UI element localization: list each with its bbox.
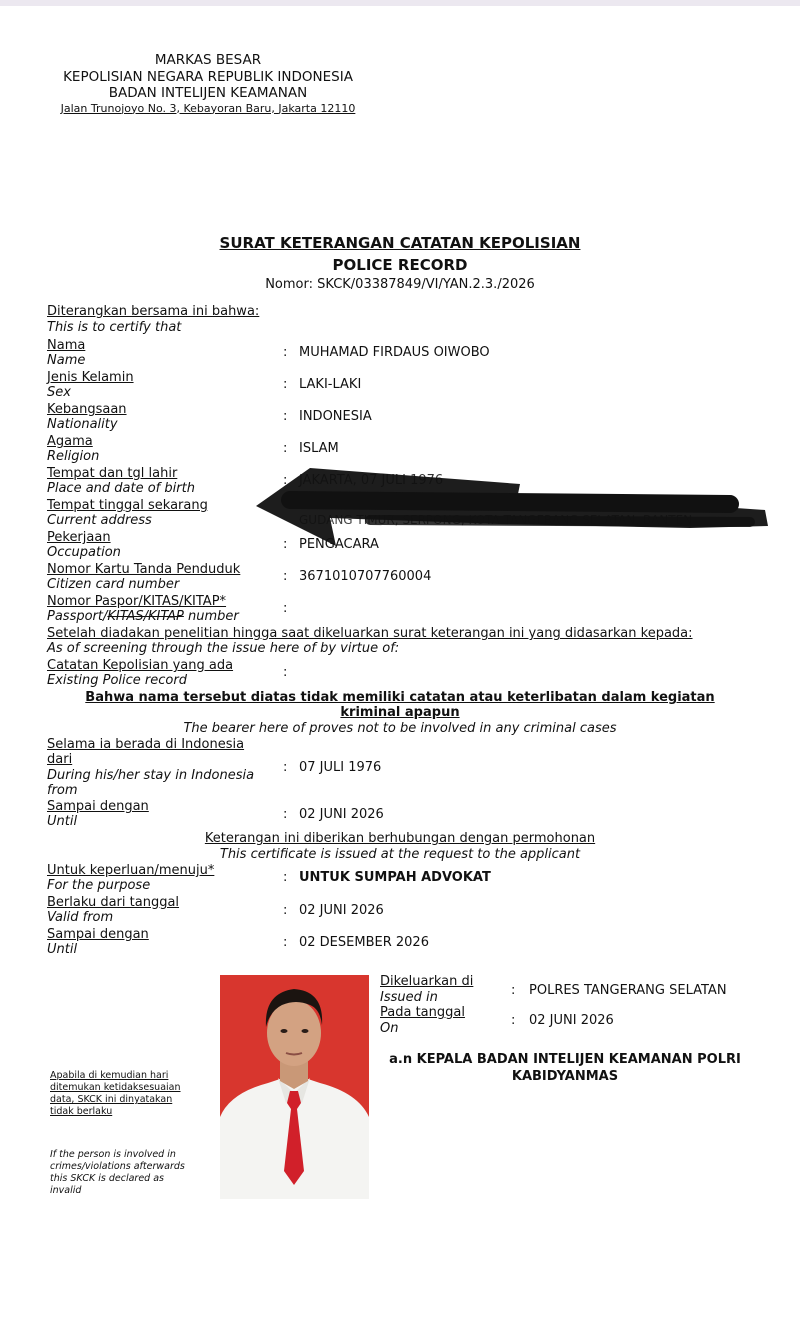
address-label-english: Current address <box>47 513 152 528</box>
passport-label-english-strike: KITAS/KITAP <box>107 609 184 624</box>
letterhead-line-2: KEPOLISIAN NEGARA REPUBLIK INDONESIA <box>63 68 353 85</box>
sex-colon: : <box>283 377 288 392</box>
occupation-value: PENGACARA <box>299 537 379 552</box>
valid-from-label: Berlaku dari tanggal <box>47 895 180 910</box>
stay-label-line-2: dari <box>47 752 73 767</box>
name-value: MUHAMAD FIRDAUS OIWOBO <box>299 345 490 360</box>
nik-label-english: Citizen card number <box>47 577 180 592</box>
nationality-label: Kebangsaan <box>47 402 127 417</box>
intro-label: Diterangkan bersama ini bahwa: <box>47 304 260 319</box>
issued-on-value: 02 JUNI 2026 <box>529 1013 614 1028</box>
purpose-colon: : <box>283 870 288 885</box>
document-number: Nomor: SKCK/03387849/VI/YAN.2.3./2026 <box>265 277 535 292</box>
valid-until-value: 02 DESEMBER 2026 <box>299 935 429 950</box>
purpose-label: Untuk keperluan/menuju* <box>47 863 215 878</box>
valid-until-colon: : <box>283 935 288 950</box>
invalid-notice-english: If the person is involved in crimes/violations afterwards this SKCK is declared as invalid <box>50 1149 185 1196</box>
nationality-value: INDONESIA <box>299 409 372 424</box>
stay-colon: : <box>283 760 288 775</box>
valid-until-label-english: Until <box>47 942 78 957</box>
valid-from-value: 02 JUNI 2026 <box>299 903 384 918</box>
record-colon: : <box>283 665 288 680</box>
record-label: Catatan Kepolisian yang ada <box>47 658 234 673</box>
stay-until-value: 02 JUNI 2026 <box>299 807 384 822</box>
invalid-notice: Apabila di kemudian hari ditemukan ketidaksesuaian data, SKCK ini dinyatakan tidak berlaku <box>50 1070 181 1117</box>
nik-label: Nomor Kartu Tanda Penduduk <box>47 562 241 577</box>
signatory-position: KABIDYANMAS <box>511 1069 619 1084</box>
top-bar <box>0 0 800 6</box>
signatory-title: a.n KEPALA BADAN INTELIJEN KEAMANAN POLRI <box>389 1052 741 1067</box>
stay-label-english-line-2: from <box>47 783 78 798</box>
statement-line-2: kriminal apapun <box>340 705 460 720</box>
nationality-label-english: Nationality <box>47 417 118 432</box>
issued-on-label: Pada tanggal <box>380 1005 465 1020</box>
letterhead-line-1: MARKAS BESAR <box>154 52 262 68</box>
occupation-label-english: Occupation <box>47 545 121 560</box>
sex-value: LAKI-LAKI <box>299 377 362 392</box>
name-colon: : <box>283 345 288 360</box>
occupation-colon: : <box>283 537 288 552</box>
religion-label-english: Religion <box>47 449 100 464</box>
letterhead <box>48 52 368 116</box>
stay-until-label-english: Until <box>47 814 78 829</box>
document-title-english: POLICE RECORD <box>332 256 468 274</box>
request-text-english: This certificate is issued at the request to the applicant <box>219 847 581 862</box>
issued-at-colon: : <box>511 983 516 998</box>
passport-colon: : <box>283 601 288 616</box>
sex-label-english: Sex <box>47 385 71 400</box>
purpose-value: UNTUK SUMPAH ADVOKAT <box>299 870 491 885</box>
statement-line-1: Bahwa nama tersebut diatas tidak memiliki catatan atau keterlibatan dalam kegiatan <box>85 690 715 705</box>
birth-label-english: Place and date of birth <box>47 481 195 496</box>
nationality-colon: : <box>283 409 288 424</box>
valid-from-colon: : <box>283 903 288 918</box>
applicant-photo <box>220 975 369 1199</box>
stay-until-label: Sampai dengan <box>47 799 149 814</box>
request-text: Keterangan ini diberikan berhubungan dengan permohonan <box>204 831 596 846</box>
purpose-label-english: For the purpose <box>47 878 151 893</box>
birth-colon: : <box>283 473 288 488</box>
name-label: Nama <box>47 338 86 353</box>
record-label-english: Existing Police record <box>47 673 187 688</box>
stay-from-value: 07 JULI 1976 <box>299 760 382 775</box>
nik-colon: : <box>283 569 288 584</box>
letterhead-address: Jalan Trunojoyo No. 3, Kebayoran Baru, Jakarta 12110 <box>60 101 356 115</box>
valid-until-label: Sampai dengan <box>47 927 149 942</box>
document-title: SURAT KETERANGAN CATATAN KEPOLISIAN <box>219 234 581 252</box>
religion-value: ISLAM <box>299 441 339 456</box>
name-label-english: Name <box>47 353 86 368</box>
passport-label-english-suffix: number <box>183 609 239 624</box>
nik-value: 3671010707760004 <box>299 569 432 584</box>
applicant-portrait <box>220 975 369 1199</box>
birth-label: Tempat dan tgl lahir <box>47 466 178 481</box>
religion-label: Agama <box>47 434 93 449</box>
screening-text: Setelah diadakan penelitian hingga saat dikeluarkan surat keterangan ini yang didasarkan kepada: <box>47 626 693 641</box>
issued-on-label-english: On <box>380 1021 399 1036</box>
address-label: Tempat tinggal sekarang <box>47 498 208 513</box>
screening-text-english: As of screening through the issue here of by virtue of: <box>47 641 400 656</box>
issued-at-label-english: Issued in <box>380 990 438 1005</box>
letterhead-line-3: BADAN INTELIJEN KEAMANAN <box>108 85 308 101</box>
issued-on-colon: : <box>511 1013 516 1028</box>
valid-from-label-english: Valid from <box>47 910 114 925</box>
stay-label-line-1: Selama ia berada di Indonesia <box>47 737 245 752</box>
issued-at-value: POLRES TANGERANG SELATAN <box>529 983 727 998</box>
passport-label-english <box>47 609 239 624</box>
passport-label-english-prefix: Passport/ <box>47 609 108 624</box>
sex-label: Jenis Kelamin <box>47 370 134 385</box>
stay-label-english-line-1: During his/her stay in Indonesia <box>47 768 255 783</box>
intro-label-english: This is to certify that <box>47 320 182 335</box>
statement-english: The bearer here of proves not to be involved in any criminal cases <box>183 721 617 736</box>
religion-colon: : <box>283 441 288 456</box>
issued-at-label: Dikeluarkan di <box>380 974 474 989</box>
occupation-label: Pekerjaan <box>47 530 111 545</box>
passport-label: Nomor Paspor/KITAS/KITAP* <box>47 594 227 609</box>
stay-until-colon: : <box>283 807 288 822</box>
